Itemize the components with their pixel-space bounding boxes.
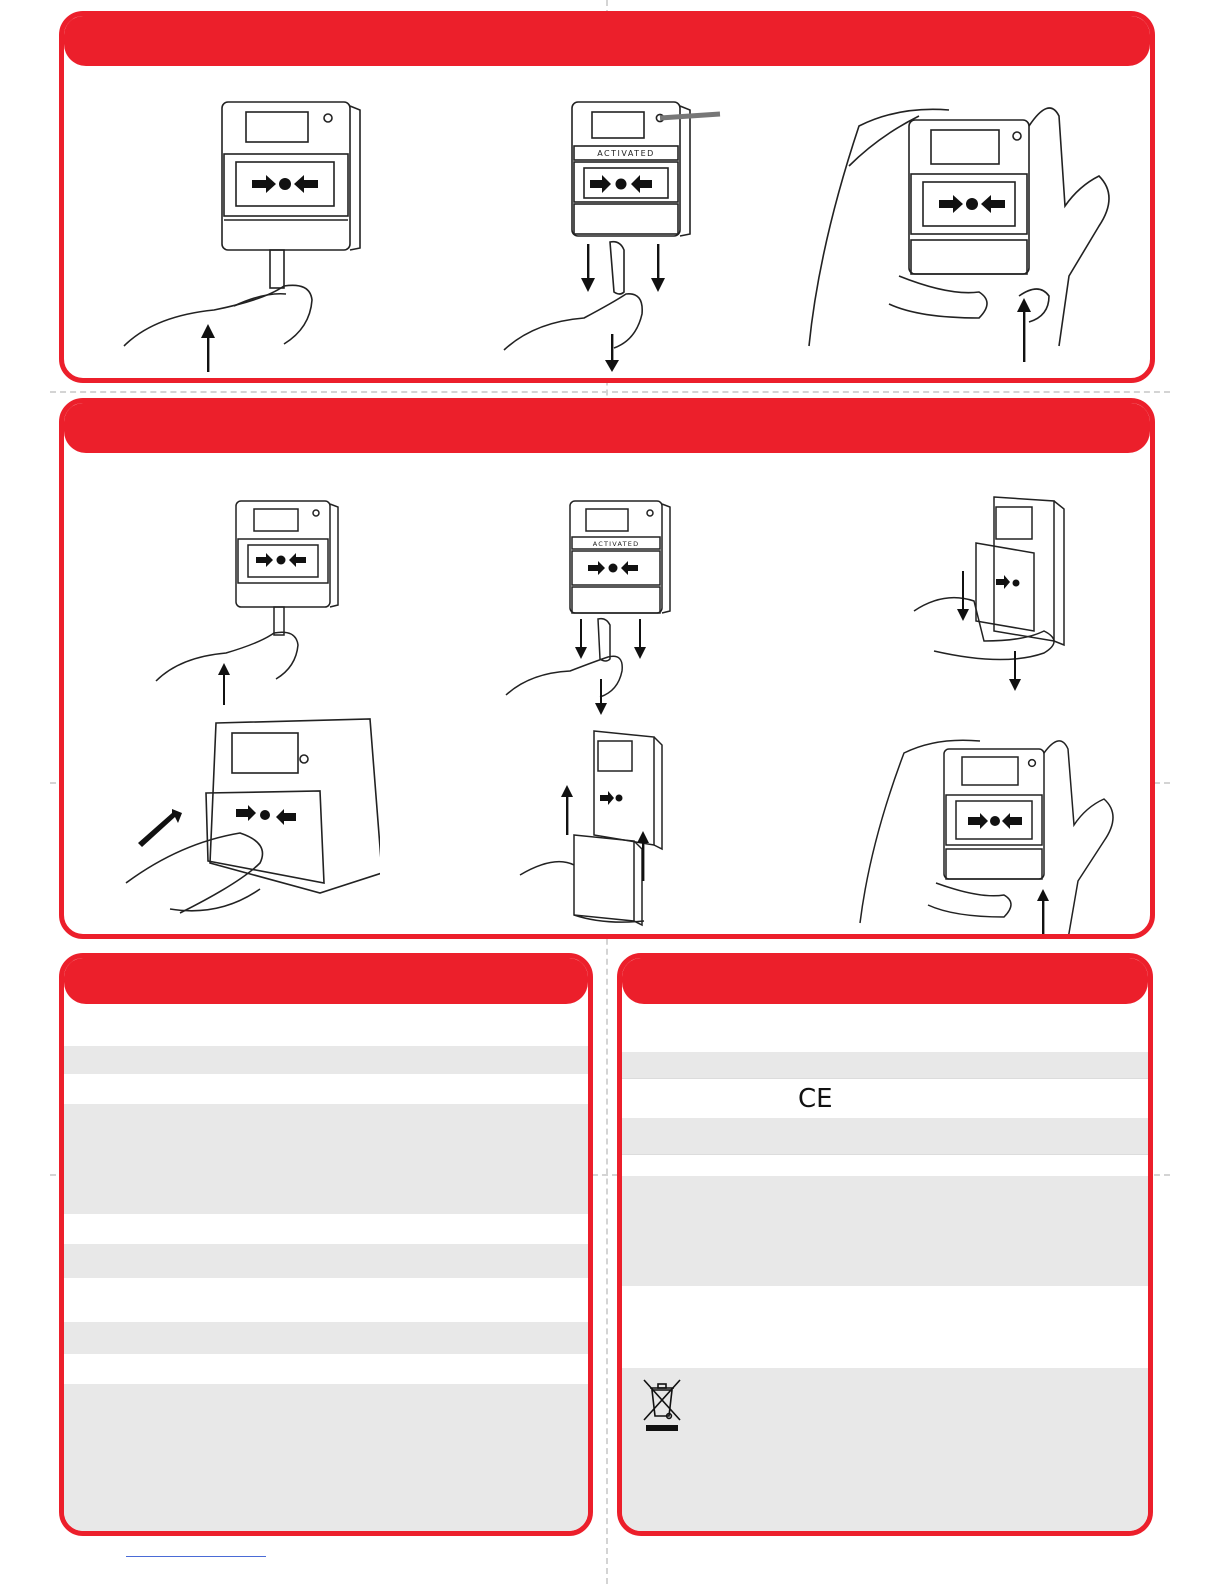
illustration-close-cover — [514, 725, 714, 935]
illustration-insert-element — [120, 713, 380, 933]
spec-row-band — [64, 1322, 588, 1354]
panel-header — [64, 403, 1150, 453]
approval-row-divider — [622, 1154, 1148, 1155]
spec-row-band — [64, 1244, 588, 1278]
approval-row-band — [622, 1118, 1148, 1154]
footer-link[interactable] — [126, 1556, 266, 1557]
illustration-hands-reset — [799, 96, 1139, 376]
approval-row-band — [622, 1052, 1148, 1078]
ce-mark-icon: CE — [798, 1084, 833, 1114]
panel-specifications — [59, 953, 593, 1536]
illustration-key-turn-small — [500, 495, 720, 725]
panel-header — [64, 958, 588, 1004]
approval-row-band — [622, 1176, 1148, 1286]
panel-reset-procedure — [59, 398, 1155, 939]
illustration-hands-final — [854, 733, 1144, 939]
fold-guide-top — [50, 391, 1170, 393]
illustration-key-insert — [114, 96, 374, 376]
panel-approvals — [617, 953, 1153, 1536]
spec-row-band — [64, 1046, 588, 1074]
panel-header — [622, 958, 1148, 1004]
activated-label: ACTIVATED — [592, 540, 640, 548]
spec-row-band — [64, 1104, 588, 1176]
approval-row-divider — [622, 1078, 1148, 1079]
illustration-key-insert-small — [150, 495, 350, 715]
activated-label: ACTIVATED — [597, 149, 655, 158]
approval-row-band — [622, 1368, 1148, 1536]
spec-row-band — [64, 1176, 588, 1214]
weee-bin-icon — [642, 1378, 682, 1439]
panel-test-procedure — [59, 11, 1155, 383]
illustration-key-turn — [484, 96, 744, 376]
illustration-open-cover — [904, 491, 1104, 711]
panel-header — [64, 16, 1150, 66]
spec-row-band — [64, 1384, 588, 1536]
